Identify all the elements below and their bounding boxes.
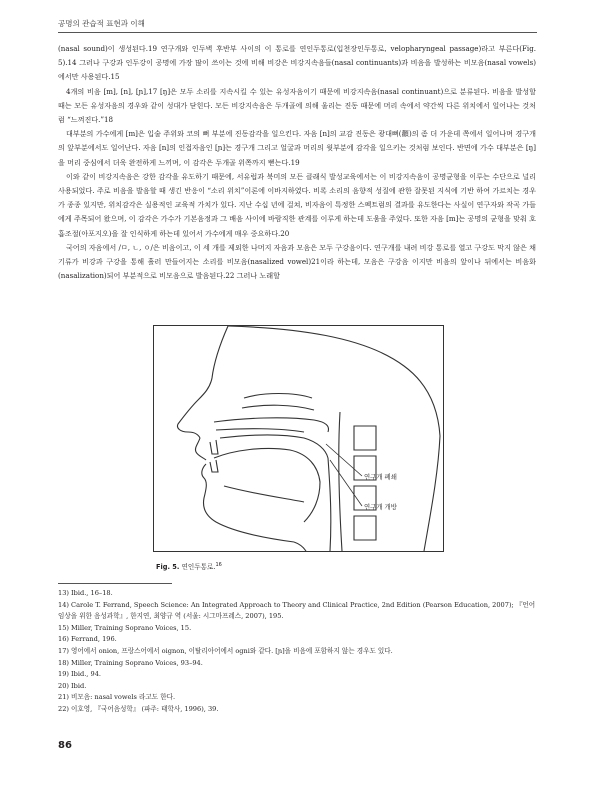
footnote: 15) Miller, Training Soprano Voices, 15. <box>58 623 192 632</box>
paragraph: 4개의 비음 [m], [n], [ɲ],17 [ŋ]은 모두 소리를 지속시킬 수 있는 유성자음이기 때문에 비강지속음(nasal continuant)으로 분류된다. 비음을 발성할 때는 모든 유성자음의 경우와 같이 성대가 닫힌다. 모든 비강지속음은 두개골에 의해 울리는 진동 때문에 머리 속에서 약간씩 다른 위치에서 일어나는 것처럼 “느껴진다.”18 <box>58 86 536 125</box>
paragraph: 국어의 자음에서 /ㅁ, ㄴ, ㅇ/은 비음이고, 이 세 개를 제외한 나머지 자음과 모음은 모두 구강음이다. 연구개를 내려 비강 통로를 열고 구강도 막지 않은 채 기류가 비강과 구강을 통해 흘러 만들어지는 소리를 비모음(nasalized vowel)21이라 하는데, 모음은 구강음 이지만 비음의 앞이나 뒤에서는 비음화(nasalization)되어 부분적으로 비모음으로 발음된다.22 그러나 노래할 <box>58 242 536 281</box>
paragraph: (nasal sound)이 생성된다.19 연구개와 인두벽 후반부 사이의 이 통로를 연인두통로(입천장인두통로, velopharyngeal passage)라고 부른다(Fig. 5).14 그러나 구강과 인두강이 공명에 가장 많이 쓰이는 것에 비해 비강은 비강지속음들(nasal continuants)과 비음을 발성하는 비모음(nasal vowels)에서만 사용된다.15 <box>58 44 536 82</box>
label-velum-closed: 연구개 폐쇄 <box>364 473 397 481</box>
footnote: 13) Ibid., 16–18. <box>58 589 113 597</box>
footnote: 16) Ferrand, 196. <box>58 635 117 644</box>
figure-caption-text: 연인두통로. <box>181 563 216 571</box>
footnotes <box>58 588 536 716</box>
footnote: 14) Carole T. Ferrand, Speech Science: An Integrated Approach to Theory and Clinical Practice, 2nd Edition (Pearson Education, 2007); 『언어임상을 위한 음성과학』, 한지연, 최양규 역 (서울: 시그마프레스, 2007), 195. <box>58 600 536 621</box>
figure-caption <box>156 561 222 571</box>
footnote: 21) 비모음: nasal vowels 라고도 한다. <box>58 693 176 702</box>
head-sagittal-diagram <box>154 326 443 551</box>
body-text <box>58 42 536 283</box>
footnote: 20) Ibid. <box>58 681 87 690</box>
label-velum-open: 연구개 개방 <box>364 503 397 511</box>
paragraph: 대부분의 가수에게 [m]은 입술 주위와 코의 뼈 부분에 진동감각을 일으킨다. 자음 [n]의 교감 진동은 광대뼈(顴)의 좀 더 가운데 쪽에서 일어나며 경구개의 앞부분에서도 일어난다. 자음 [n]의 인접자음인 [ɲ]는 경구개 그리고 얼굴과 머리의 윗부분에 감각을 일으키는 것처럼 보인다. 반면에 가수 대부분은 [ŋ]을 머리 중심에서 더욱 완전하게 느끼며, 이 감각은 두개골 위쪽까지 뻗는다.19 <box>58 129 536 167</box>
page-number: 86 <box>58 740 72 751</box>
footnote: 17) 영어에서 onion, 프랑스어에서 oignon, 이탈리아어에서 ogni와 같다. [ɲ]을 비음에 포함하지 않는 경우도 있다. <box>58 646 393 655</box>
footnote: 22) 이호영, 『국어음성학』 (파주: 태학사, 1996), 39. <box>58 704 219 713</box>
header-rule <box>58 32 537 33</box>
figure-number: Fig. 5. <box>156 563 180 571</box>
running-header: 공명의 관습적 표현과 이해 <box>58 19 145 28</box>
footnote: 19) Ibid., 94. <box>58 670 101 679</box>
figure-caption-ref: 16 <box>215 561 222 568</box>
figure-velopharyngeal <box>153 325 444 552</box>
footnote: 18) Miller, Training Soprano Voices, 93–94. <box>58 658 203 667</box>
paragraph: 이와 같이 비강지속음은 강한 감각을 유도하기 때문에, 서유럽과 북미의 모든 클래식 발성교육에서는 이 비강지속음이 공명균형을 이루는 수단으로 널리 사용되었다. 주로 비음을 발음할 때 생긴 반응이 “소리 위치”이론에 이바지하였다. 비록 소리의 음향적 성질에 관한 잘못된 지식에 기반 하여 가르치는 경우가 종종 있지만, 위치감각은 실용적인 교육적 가치가 있다. 지난 수십 년에 걸쳐, 비자음이 특정한 스펙트럼의 결과를 유도한다는 사실이 연구자와 작곡 가들에게 주목되어 왔으며, 이 감각은 가수가 기본음정과 그 배음 사이에 바람직한 관계를 이루게 하는데 도움을 주었다. 또한 자음 [m]는 공명의 균형을 맞춰 호흡조절(아포지오)을 잘 인식하게 하는데 있어서 가수에게 매우 중요하다.20 <box>58 171 536 238</box>
footnote-rule <box>58 583 172 584</box>
